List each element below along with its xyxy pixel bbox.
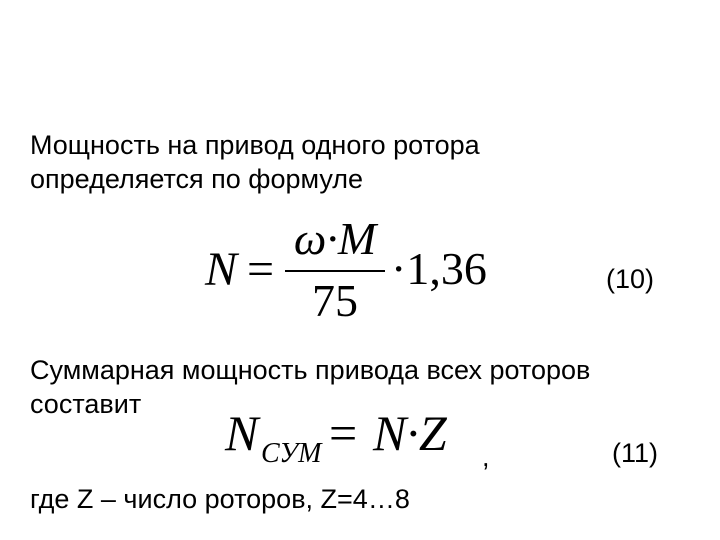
- text-line: определяется по формуле: [30, 164, 364, 194]
- formula-equals: =: [247, 243, 275, 296]
- formula-10: [205, 212, 487, 326]
- formula-multiplier: ·1,36: [391, 243, 487, 294]
- formula-11: [225, 404, 485, 474]
- text-line: составит: [30, 389, 142, 419]
- fraction-numerator: ω·M: [293, 213, 377, 264]
- equation-number-10: (10): [606, 264, 655, 294]
- fraction-bar: [285, 270, 385, 272]
- formula-lhs: N: [225, 405, 259, 461]
- paragraph-where-z: где Z – число роторов, Z=4…8: [30, 484, 410, 514]
- formula-comma: ,: [482, 442, 490, 472]
- formula-subscript: СУМ: [261, 438, 322, 469]
- paragraph-power-per-rotor: [30, 128, 590, 196]
- formula-rhs: N·Z: [373, 405, 447, 461]
- formula-equals: =: [329, 405, 358, 461]
- equation-number-11: (11): [612, 438, 659, 468]
- fraction-denominator: 75: [312, 275, 358, 326]
- formula-lhs: N: [205, 243, 238, 296]
- text-line: Суммарная мощность привода всех роторов: [30, 355, 591, 385]
- text-line: Мощность на привод одного ротора: [30, 130, 480, 160]
